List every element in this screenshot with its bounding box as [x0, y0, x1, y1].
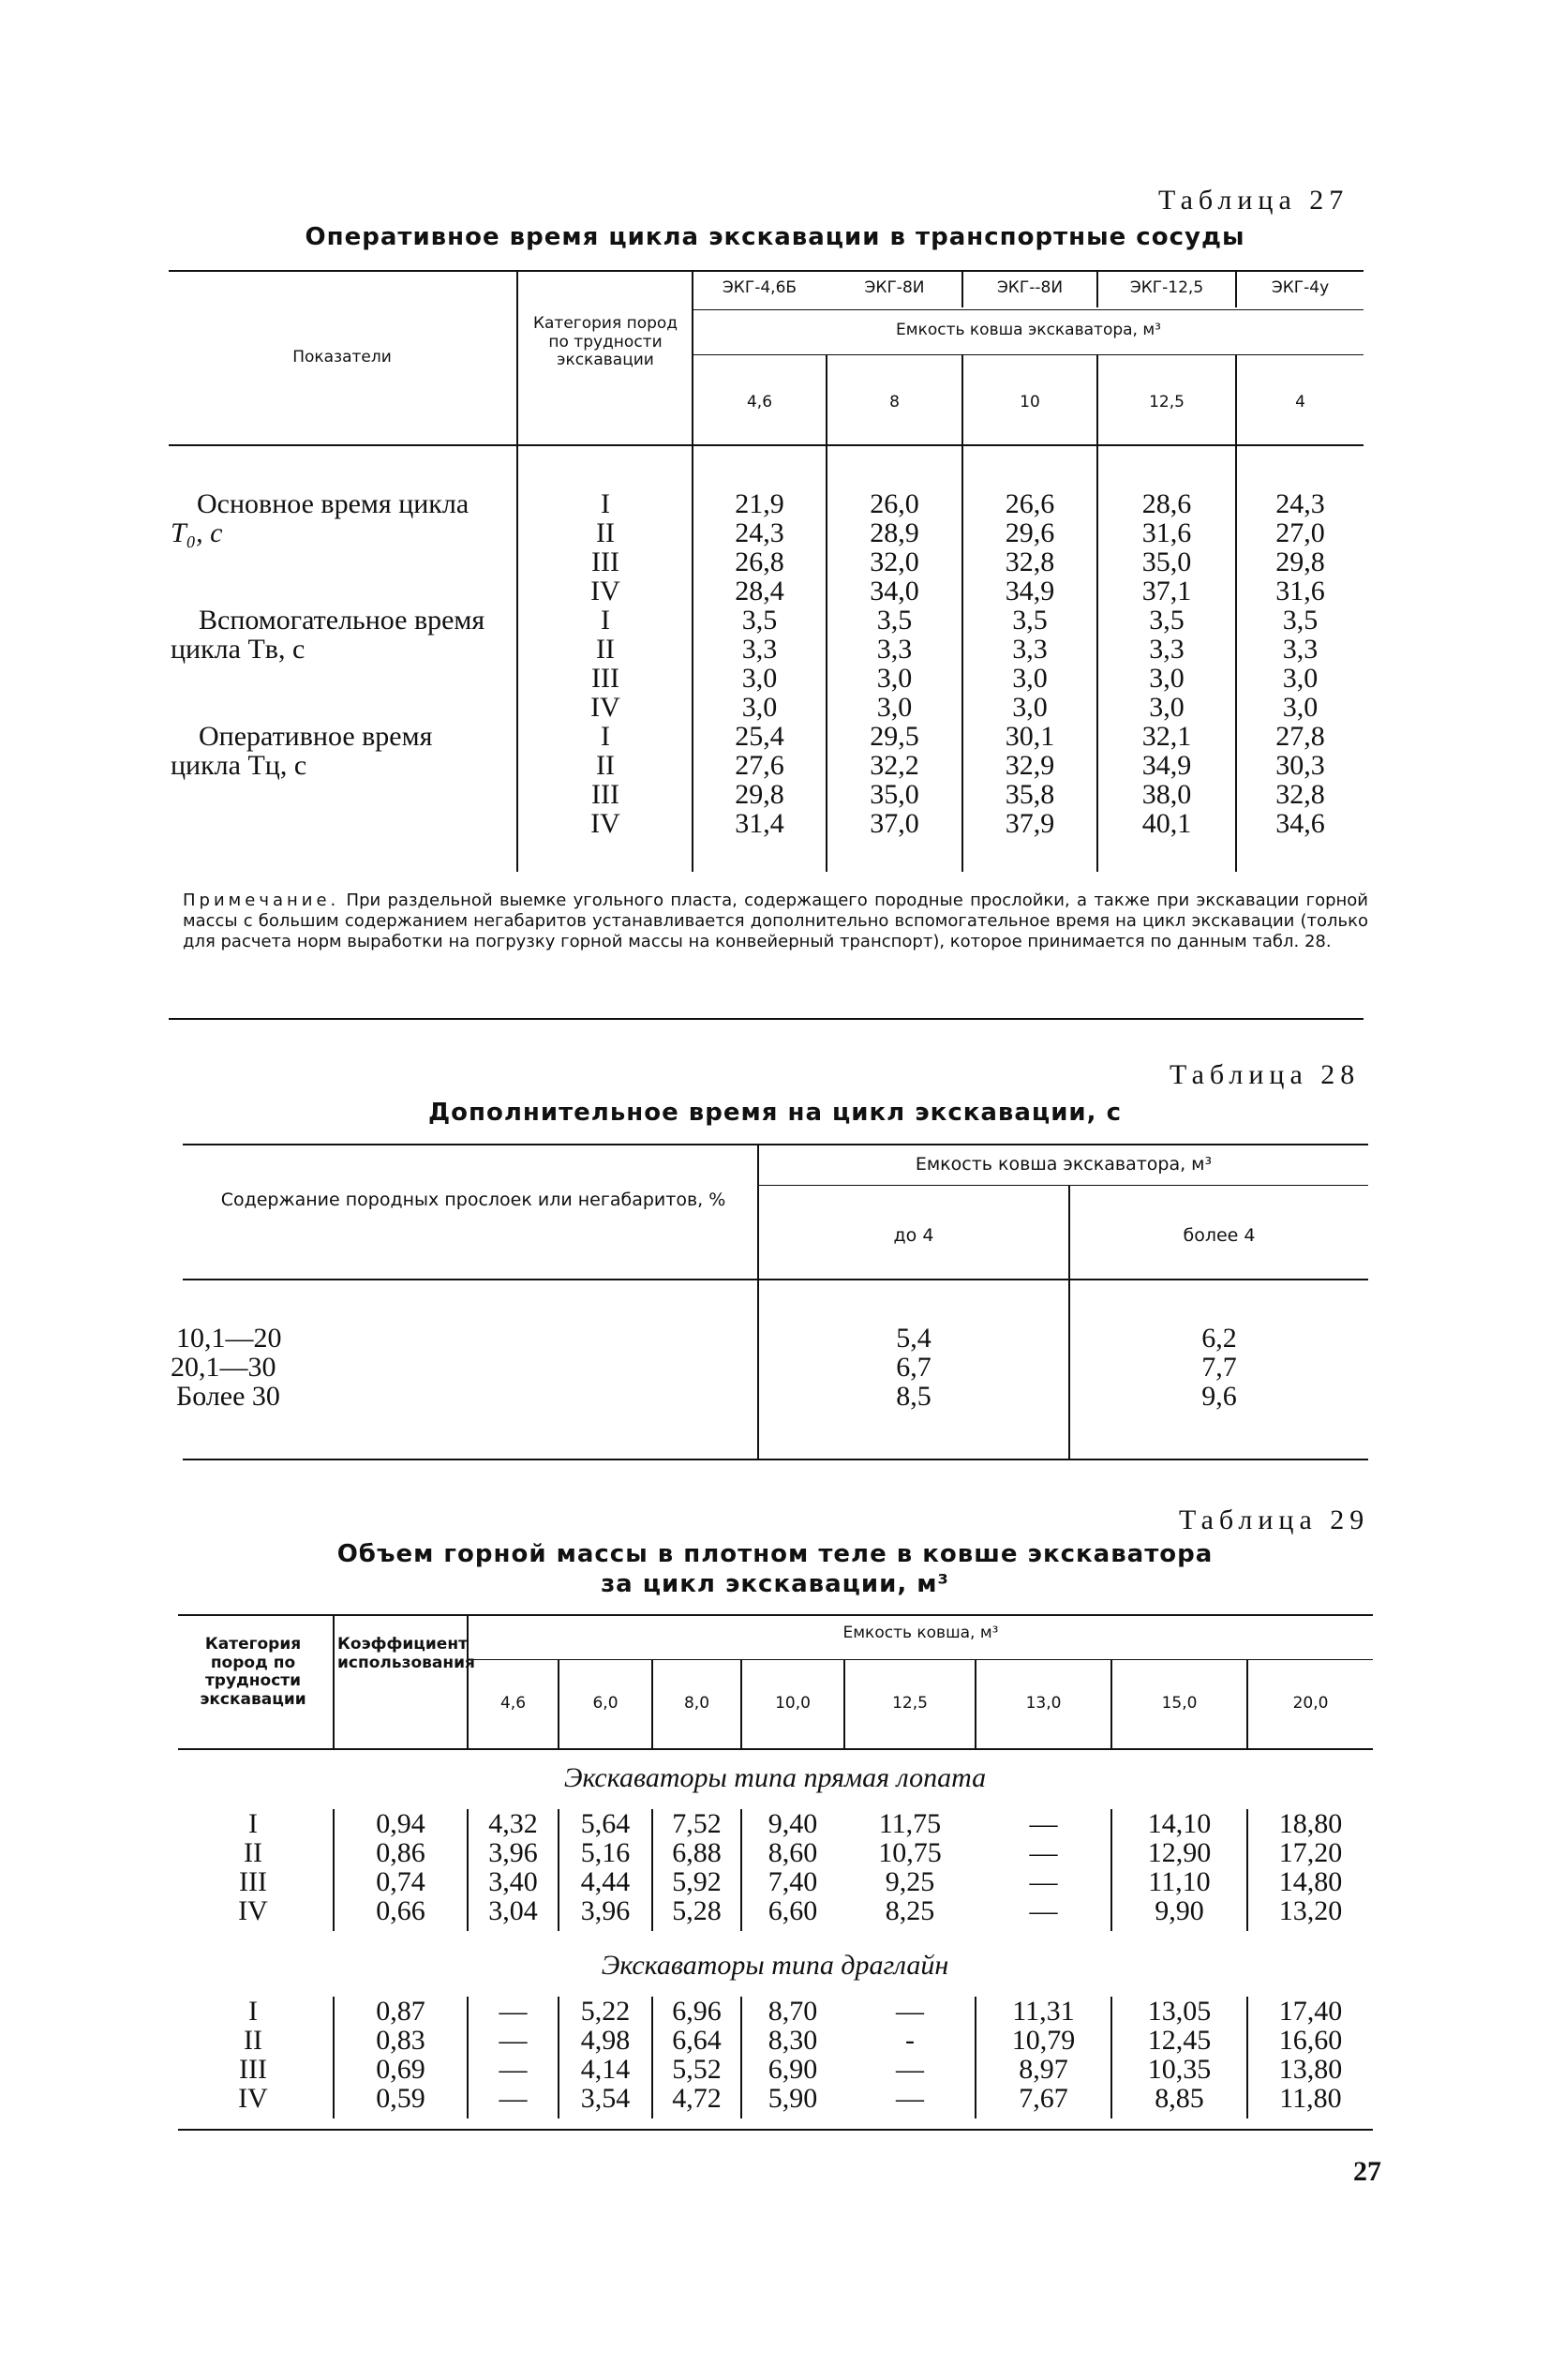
value-cell: 32,1 — [1141, 721, 1192, 752]
table-29-title: за цикл экскавации, м³ — [601, 1570, 949, 1598]
table-28-header-over: более 4 — [1183, 1225, 1256, 1246]
table-28-header-capacity: Емкость ковша экскаватора, м³ — [915, 1154, 1213, 1175]
table-29-category-column — [178, 1997, 328, 2113]
value-cell: 12,90 — [1147, 1837, 1212, 1868]
table-27-indicator: Вспомогательное время — [199, 605, 485, 636]
value-cell: 26,6 — [1005, 488, 1055, 519]
table-27-value-column — [1098, 489, 1235, 838]
value-cell: 4,44 — [580, 1866, 631, 1897]
value-cell: — — [896, 1996, 924, 2027]
table-29-value-column — [1112, 1997, 1246, 2113]
value-cell: 7,40 — [768, 1866, 818, 1897]
table-27-model: ЭКГ--8И — [996, 278, 1064, 297]
table-29-value-column — [653, 1997, 740, 2113]
value-cell: 8,60 — [768, 1837, 818, 1868]
value-cell: 13,20 — [1278, 1895, 1343, 1926]
value-cell: 5,52 — [672, 2054, 722, 2085]
value-cell: 30,3 — [1275, 750, 1325, 781]
value-cell: 3,96 — [488, 1837, 538, 1868]
table-29-value-column — [976, 1997, 1110, 2113]
category-cell: I — [248, 1996, 258, 2027]
table-27-header-category: Категория пород по трудности экскавации — [532, 314, 678, 370]
table-27-indicator: T₀, с — [171, 517, 223, 548]
value-cell: 5,28 — [672, 1895, 722, 1926]
value-cell: 7,67 — [1019, 2083, 1068, 2114]
value-cell: 29,6 — [1005, 517, 1055, 548]
table-27-capacity: 10 — [1020, 393, 1040, 412]
category-cell: III — [591, 546, 619, 577]
coef-cell: 0,87 — [376, 1996, 425, 2027]
value-cell: 35,0 — [870, 779, 919, 810]
value-cell: 3,0 — [1012, 692, 1048, 723]
table-27-model: ЭКГ-8И — [864, 278, 925, 297]
value-cell: 3,5 — [1012, 605, 1048, 636]
table-29-label: Таблица 29 — [1179, 1504, 1370, 1535]
table-27-value-column — [827, 489, 961, 838]
value-cell: 6,7 — [896, 1352, 931, 1383]
value-cell: 38,0 — [1141, 779, 1192, 810]
category-cell: III — [239, 1866, 267, 1897]
value-cell: 3,0 — [876, 663, 913, 694]
value-cell: 26,0 — [870, 488, 919, 519]
table-28-header-upto: до 4 — [893, 1225, 934, 1246]
table-29-header-coef: Коэффициент использования — [337, 1635, 475, 1672]
table-29-capacity: 4,6 — [499, 1694, 527, 1713]
table-29-value-column — [653, 1809, 740, 1925]
table-27-indicator: Основное время цикла — [197, 488, 469, 519]
value-cell: 3,0 — [741, 692, 778, 723]
table-27-indicator: цикла Tв, с — [171, 634, 306, 665]
category-cell: IV — [590, 576, 620, 606]
value-cell: 34,9 — [1005, 576, 1055, 606]
value-cell: 34,0 — [870, 576, 919, 606]
table-27-model: ЭКГ-12,5 — [1129, 278, 1204, 297]
value-cell: 3,5 — [741, 605, 778, 636]
table-29-top-rule — [178, 1614, 1373, 1616]
value-cell: 21,9 — [735, 488, 784, 519]
table-28-row-label: Более 30 — [176, 1381, 280, 1412]
value-cell: 5,4 — [896, 1323, 931, 1354]
value-cell: — — [896, 2054, 924, 2085]
value-cell: 4,98 — [580, 2025, 631, 2056]
table-27-value-column — [1237, 489, 1364, 838]
table-29-capacity-rule — [469, 1659, 1373, 1660]
value-cell: 6,64 — [672, 2025, 722, 2056]
value-cell: 9,40 — [768, 1808, 818, 1839]
value-cell: 29,8 — [1275, 546, 1325, 577]
value-cell: 8,25 — [885, 1895, 935, 1926]
value-cell: 34,6 — [1275, 808, 1325, 839]
table-27-title: Оперативное время цикла экскавации в транспортные сосуды — [305, 223, 1245, 251]
table-29-capacity: 13,0 — [1025, 1694, 1062, 1713]
coef-cell: 0,74 — [376, 1866, 425, 1897]
value-cell: — — [1029, 1895, 1058, 1926]
category-cell: II — [244, 2025, 262, 2056]
table-27-indicator: цикла Tц, с — [171, 750, 307, 781]
table-29-vline — [333, 1614, 335, 1748]
table-27-capacity: 8 — [889, 393, 900, 412]
note-text: При раздельной выемке угольного пласта, содержащего породные прослойки, а также при экскавации горной массы с большим содержанием негабаритов устанавливается дополнительно вспомогательное время на цикл экскавации (только для расчета норм выработки на погрузку горной массы на конвейерный транспорт), которое принимается по данным табл. 28. — [183, 891, 1368, 951]
value-cell: 18,80 — [1278, 1808, 1343, 1839]
table-29-bottom-rule — [178, 2129, 1373, 2131]
value-cell: 8,30 — [768, 2025, 818, 2056]
value-cell: 10,75 — [878, 1837, 942, 1868]
table-27-model: ЭКГ-4,6Б — [722, 278, 797, 297]
value-cell: - — [905, 2025, 915, 2056]
value-cell: 3,5 — [1149, 605, 1185, 636]
table-29-value-column — [742, 1809, 843, 1925]
value-cell: 28,9 — [870, 517, 919, 548]
value-cell: 24,3 — [1275, 488, 1325, 519]
table-28-row-label: 10,1—20 — [176, 1323, 282, 1354]
table-28-top-rule — [183, 1144, 1368, 1145]
value-cell: 3,0 — [876, 692, 913, 723]
value-cell: 5,90 — [768, 2083, 818, 2114]
table-29-capacity: 20,0 — [1292, 1694, 1329, 1713]
value-cell: — — [499, 2083, 528, 2114]
table-27-header-capacity: Емкость ковша экскаватора, м³ — [896, 321, 1161, 339]
value-cell: 11,31 — [1012, 1996, 1075, 2027]
value-cell: 3,0 — [1282, 663, 1319, 694]
value-cell: 32,0 — [870, 546, 919, 577]
table-27-label: Таблица 27 — [1158, 185, 1349, 216]
category-cell: I — [601, 488, 610, 519]
table-27-note — [183, 891, 1368, 952]
table-29-value-column — [976, 1809, 1110, 1925]
value-cell: 6,96 — [672, 1996, 722, 2027]
value-cell: 25,4 — [735, 721, 784, 752]
table-28-over-column — [1070, 1324, 1368, 1411]
table-29-vline — [333, 1809, 335, 1931]
category-cell: III — [239, 2054, 267, 2085]
note-label: Примечание. — [183, 891, 340, 910]
table-29-capacity: 10,0 — [775, 1694, 811, 1713]
table-27-header-indicators: Показатели — [292, 348, 392, 367]
value-cell: 9,25 — [885, 1866, 935, 1897]
value-cell: 6,88 — [672, 1837, 722, 1868]
value-cell: 11,10 — [1148, 1866, 1211, 1897]
value-cell: 28,4 — [735, 576, 784, 606]
table-28-vline — [757, 1144, 759, 1459]
table-29-vline — [333, 1997, 335, 2118]
table-29-capacity: 15,0 — [1161, 1694, 1198, 1713]
table-27-value-column — [693, 489, 826, 838]
value-cell: 10,79 — [1011, 2025, 1076, 2056]
value-cell: 8,97 — [1019, 2054, 1068, 2085]
value-cell: 3,3 — [1149, 634, 1185, 665]
page-number: 27 — [1353, 2156, 1381, 2187]
value-cell: 27,8 — [1275, 721, 1325, 752]
table-29-value-column — [1112, 1809, 1246, 1925]
value-cell: 11,75 — [878, 1808, 942, 1839]
table-29-subheading: Экскаваторы типа драглайн — [601, 1950, 949, 1981]
coef-cell: 0,83 — [376, 2025, 425, 2056]
value-cell: — — [1029, 1837, 1058, 1868]
value-cell: 3,0 — [1149, 692, 1185, 723]
table-29-value-column — [845, 1997, 975, 2113]
value-cell: 26,8 — [735, 546, 784, 577]
table-27-capacity: 4,6 — [746, 393, 773, 412]
table-28-row-label: 20,1—30 — [171, 1352, 276, 1383]
value-cell: 3,0 — [1282, 692, 1319, 723]
table-29-capacity: 12,5 — [892, 1694, 928, 1713]
value-cell: 3,0 — [1012, 663, 1048, 694]
category-cell: III — [591, 663, 619, 694]
value-cell: 12,45 — [1147, 2025, 1212, 2056]
coef-cell: 0,86 — [376, 1837, 425, 1868]
value-cell: 6,60 — [768, 1895, 818, 1926]
table-29-title: Объем горной массы в плотном теле в ковше экскаватора — [336, 1540, 1214, 1568]
table-27-capacity-rule — [693, 354, 1364, 355]
table-28-upto-column — [759, 1324, 1068, 1411]
coef-cell: 0,66 — [376, 1895, 425, 1926]
value-cell: 3,5 — [876, 605, 913, 636]
table-29-value-column — [469, 1997, 558, 2113]
value-cell: 8,85 — [1155, 2083, 1204, 2114]
value-cell: 3,5 — [1282, 605, 1319, 636]
table-27-value-column — [963, 489, 1096, 838]
value-cell: 17,20 — [1278, 1837, 1343, 1868]
table-27-bottom-rule — [169, 1018, 1364, 1020]
value-cell: 6,90 — [768, 2054, 818, 2085]
value-cell: 7,7 — [1201, 1352, 1237, 1383]
table-29-value-column — [469, 1809, 558, 1925]
category-cell: II — [596, 517, 615, 548]
value-cell: 3,3 — [1282, 634, 1319, 665]
value-cell: — — [1029, 1808, 1058, 1839]
value-cell: 3,3 — [876, 634, 913, 665]
value-cell: 29,8 — [735, 779, 784, 810]
table-29-value-column — [559, 1809, 651, 1925]
table-29-value-column — [845, 1809, 975, 1925]
table-28-capacity-rule — [759, 1185, 1368, 1186]
table-27-top-rule — [169, 270, 1364, 272]
table-29-header-category: Категория пород по трудности экскавации — [200, 1635, 306, 1709]
table-29-category-column — [178, 1809, 328, 1925]
value-cell: 37,1 — [1141, 576, 1192, 606]
value-cell: 27,0 — [1275, 517, 1325, 548]
value-cell: 17,40 — [1278, 1996, 1343, 2027]
table-28-label: Таблица 28 — [1170, 1059, 1361, 1090]
value-cell: — — [896, 2083, 924, 2114]
value-cell: 34,9 — [1141, 750, 1192, 781]
table-27-capacity: 4 — [1295, 393, 1305, 412]
value-cell: 27,6 — [735, 750, 784, 781]
value-cell: — — [499, 1996, 528, 2027]
category-cell: I — [601, 605, 610, 636]
table-29-header-capacity: Емкость ковша, м³ — [842, 1624, 999, 1642]
value-cell: 4,72 — [672, 2083, 722, 2114]
category-cell: IV — [590, 692, 620, 723]
value-cell: 3,3 — [1012, 634, 1048, 665]
value-cell: 5,22 — [580, 1996, 631, 2027]
table-28-title: Дополнительное время на цикл экскавации, с — [428, 1099, 1122, 1127]
value-cell: 3,40 — [488, 1866, 538, 1897]
value-cell: 14,10 — [1147, 1808, 1212, 1839]
table-28-header-rule — [183, 1279, 1368, 1280]
value-cell: 28,6 — [1141, 488, 1192, 519]
value-cell: 31,4 — [735, 808, 784, 839]
value-cell: 30,1 — [1005, 721, 1055, 752]
value-cell: 29,5 — [870, 721, 919, 752]
value-cell: 9,6 — [1201, 1381, 1237, 1412]
value-cell: 31,6 — [1141, 517, 1192, 548]
table-27-vline — [516, 270, 518, 872]
category-cell: II — [596, 634, 615, 665]
category-cell: I — [248, 1808, 258, 1839]
value-cell: 4,14 — [580, 2054, 631, 2085]
category-cell: IV — [590, 808, 620, 839]
value-cell: 35,8 — [1005, 779, 1055, 810]
value-cell: — — [499, 2025, 528, 2056]
value-cell: 32,9 — [1005, 750, 1055, 781]
table-29-subheading: Экскаваторы типа прямая лопата — [563, 1762, 987, 1793]
category-cell: I — [601, 721, 610, 752]
value-cell: 3,0 — [741, 663, 778, 694]
table-29-coef-column — [337, 1997, 464, 2113]
value-cell: 8,70 — [768, 1996, 818, 2027]
value-cell: 3,04 — [488, 1895, 538, 1926]
category-cell: II — [596, 750, 615, 781]
table-27-model: ЭКГ-4у — [1271, 278, 1330, 297]
category-cell: III — [591, 779, 619, 810]
value-cell: 35,0 — [1141, 546, 1192, 577]
table-27-capacity: 12,5 — [1149, 393, 1185, 412]
table-29-capacity: 6,0 — [592, 1694, 619, 1713]
value-cell: 13,05 — [1147, 1996, 1212, 2027]
category-cell: IV — [238, 1895, 268, 1926]
value-cell: 14,80 — [1278, 1866, 1343, 1897]
table-29-value-column — [742, 1997, 843, 2113]
category-cell: II — [244, 1837, 262, 1868]
table-29-coef-column — [337, 1809, 464, 1925]
value-cell: 6,2 — [1201, 1323, 1237, 1354]
table-29-value-column — [1248, 1997, 1373, 2113]
value-cell: 37,0 — [870, 808, 919, 839]
coef-cell: 0,69 — [376, 2054, 425, 2085]
value-cell: 31,6 — [1275, 576, 1325, 606]
table-27-models-rule — [693, 309, 1364, 310]
value-cell: 4,32 — [488, 1808, 538, 1839]
value-cell: 37,9 — [1005, 808, 1055, 839]
table-29-capacity: 8,0 — [683, 1694, 710, 1713]
value-cell: 5,16 — [580, 1837, 631, 1868]
table-27-category-column — [521, 489, 690, 838]
value-cell: 3,3 — [741, 634, 778, 665]
value-cell: 3,96 — [580, 1895, 631, 1926]
value-cell: 3,0 — [1149, 663, 1185, 694]
value-cell: 8,5 — [896, 1381, 931, 1412]
value-cell: 32,2 — [870, 750, 919, 781]
coef-cell: 0,94 — [376, 1808, 425, 1839]
value-cell: 13,80 — [1278, 2054, 1343, 2085]
value-cell: 9,90 — [1155, 1895, 1204, 1926]
value-cell: 24,3 — [735, 517, 784, 548]
value-cell: — — [1029, 1866, 1058, 1897]
value-cell: — — [499, 2054, 528, 2085]
value-cell: 11,80 — [1279, 2083, 1342, 2114]
table-29-header-rule — [178, 1748, 1373, 1750]
value-cell: 40,1 — [1141, 808, 1192, 839]
table-29-value-column — [559, 1997, 651, 2113]
value-cell: 32,8 — [1275, 779, 1325, 810]
table-28-header-content: Содержание породных прослоек или негабаритов, % — [220, 1190, 726, 1210]
value-cell: 3,54 — [580, 2083, 631, 2114]
coef-cell: 0,59 — [376, 2083, 425, 2114]
value-cell: 7,52 — [672, 1808, 722, 1839]
table-27-header-rule — [169, 444, 1364, 446]
table-27-indicator: Оперативное время — [199, 721, 433, 752]
value-cell: 16,60 — [1278, 2025, 1343, 2056]
table-29-value-column — [1248, 1809, 1373, 1925]
value-cell: 5,92 — [672, 1866, 722, 1897]
value-cell: 10,35 — [1147, 2054, 1212, 2085]
value-cell: 5,64 — [580, 1808, 631, 1839]
value-cell: 32,8 — [1005, 546, 1055, 577]
category-cell: IV — [238, 2083, 268, 2114]
table-28-bottom-rule — [183, 1459, 1368, 1460]
